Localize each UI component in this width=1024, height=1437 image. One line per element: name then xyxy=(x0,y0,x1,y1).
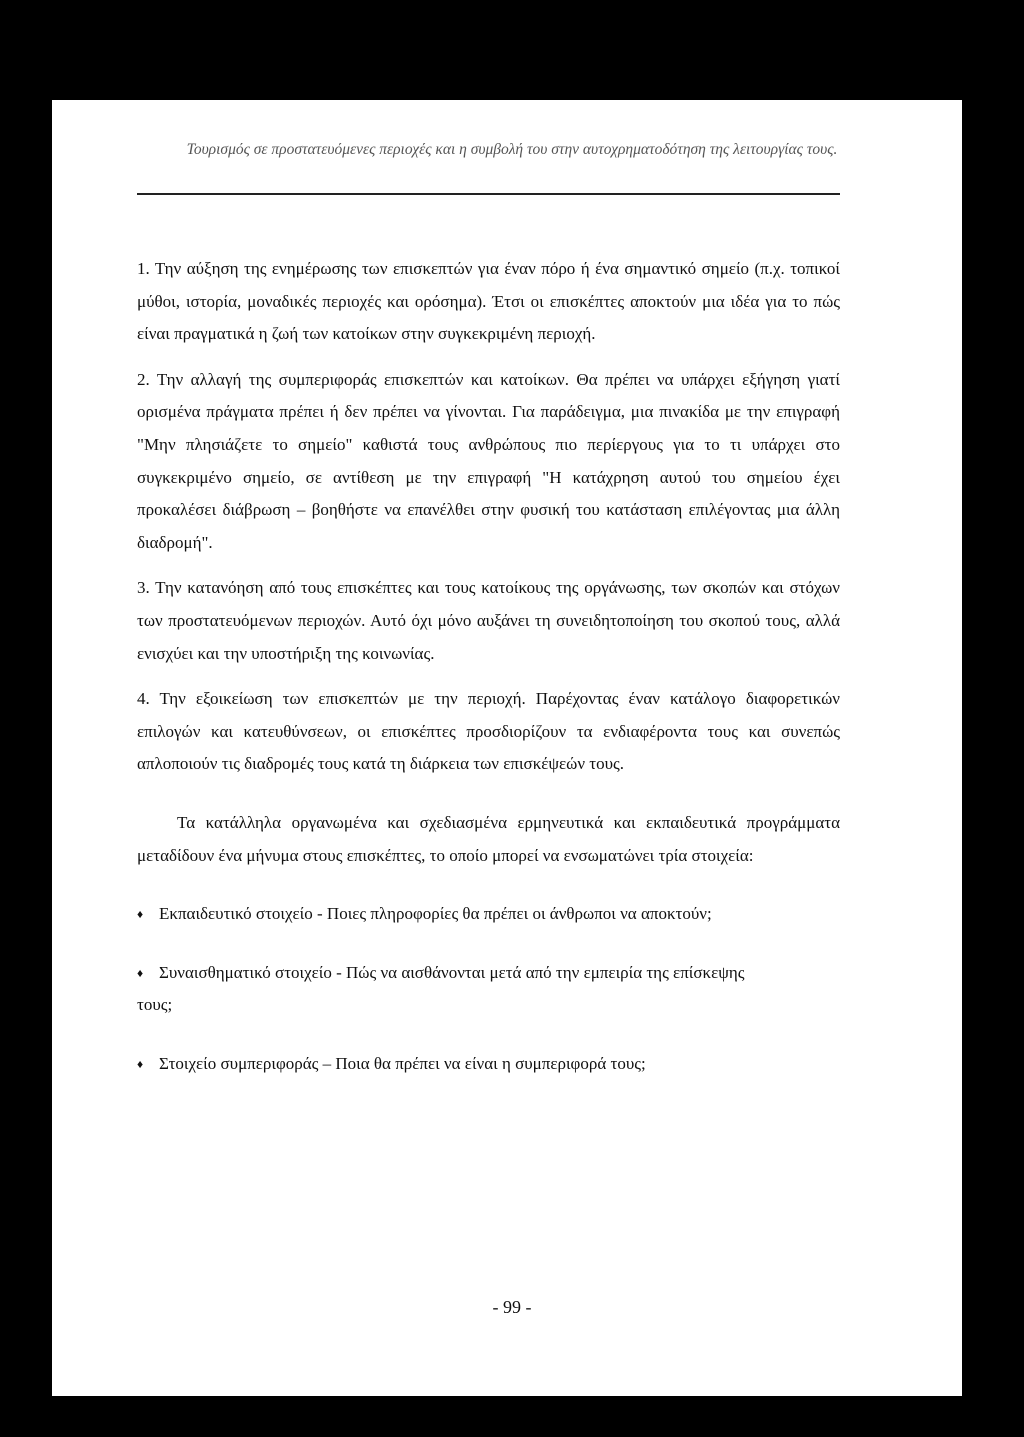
bullet-text: Συναισθηματικό στοιχείο - Πώς να αισθάνονται μετά από την εμπειρία της επίσκεψης xyxy=(159,962,745,982)
paragraph-intro: Τα κατάλληλα οργανωμένα και σχεδιασμένα ερμηνευτικά και εκπαιδευτικά προγράμματα μεταδίδουν ένα μήνυμα στους επισκέπτες, το οποίο μπορεί να ενσωματώνει τρία στοιχεία: xyxy=(137,812,840,865)
bullet-continuation: τους; xyxy=(137,995,173,1015)
bullet-text: Στοιχείο συμπεριφοράς – Ποια θα πρέπει να είναι η συμπεριφορά τους; xyxy=(159,1053,646,1073)
diamond-bullet-icon: ♦ xyxy=(137,1056,144,1071)
bullet-item-3 xyxy=(137,1048,840,1081)
paragraph-item-3: 3. Την κατανόηση από τους επισκέπτες και τους κατοίκους της οργάνωσης, των σκοπών και στόχων των προστατευόμενων περιοχών. Αυτό όχι μόνο αυξάνει τη συνειδητοποίηση του σκοπού τους, αλλά ενισχύει και την υποστήριξη της κοινωνίας. xyxy=(137,578,840,663)
page-number: - 99 - xyxy=(492,1297,532,1317)
diamond-bullet-icon: ♦ xyxy=(137,965,144,980)
bullet-text: Εκπαιδευτικό στοιχείο - Ποιες πληροφορίες θα πρέπει οι άνθρωποι να αποκτούν; xyxy=(159,904,712,924)
running-header: Τουρισμός σε προστατευόμενες περιοχές και η συμβολή του στην αυτοχρηματοδότηση της λειτουργίας τους. xyxy=(186,141,838,158)
diamond-bullet-icon: ♦ xyxy=(137,907,144,922)
paragraph-item-2: 2. Την αλλαγή της συμπεριφοράς επισκεπτών και κατοίκων. Θα πρέπει να υπάρχει εξήγηση γιατί ορισμένα πράγματα πρέπει ή δεν πρέπει να γίνονται. Για παράδειγμα, μια πινακίδα με την επιγραφή "Μην πλησιάζετε το σημείο" καθιστά τους ανθρώπους πιο περίεργους για το τι υπάρχει στο συγκεκριμένο σημείο, σε αντίθεση με την επιγραφή "Η κατάχρηση αυτού του σημείου έχει προκαλέσει διάβρωση – βοηθήστε να επανέλθει στην φυσική του κατάσταση επιλέγοντας μια άλλη διαδρομή". xyxy=(137,369,840,552)
header-rule xyxy=(137,193,840,195)
bullet-item-2 xyxy=(137,957,840,990)
bullet-item-1 xyxy=(137,898,840,931)
document-body xyxy=(137,253,840,1080)
paragraph-item-4: 4. Την εξοικείωση των επισκεπτών με την περιοχή. Παρέχοντας έναν κατάλογο διαφορετικών επιλογών και κατευθύνσεων, οι επισκέπτες προσδιορίζουν τα ενδιαφέροντα τους και συνεπώς απλοποιούν τις διαδρομές τους κατά τη διάρκεια των επισκέψεών τους. xyxy=(137,689,840,774)
paragraph-item-1: 1. Την αύξηση της ενημέρωσης των επισκεπτών για έναν πόρο ή ένα σημαντικό σημείο (π.χ. τοπικοί μύθοι, ιστορία, μοναδικές περιοχές και ορόσημα). Έτσι οι επισκέπτες αποκτούν μια ιδέα για το πώς είναι πραγματικά η ζωή των κατοίκων στην συγκεκριμένη περιοχή. xyxy=(137,259,840,344)
